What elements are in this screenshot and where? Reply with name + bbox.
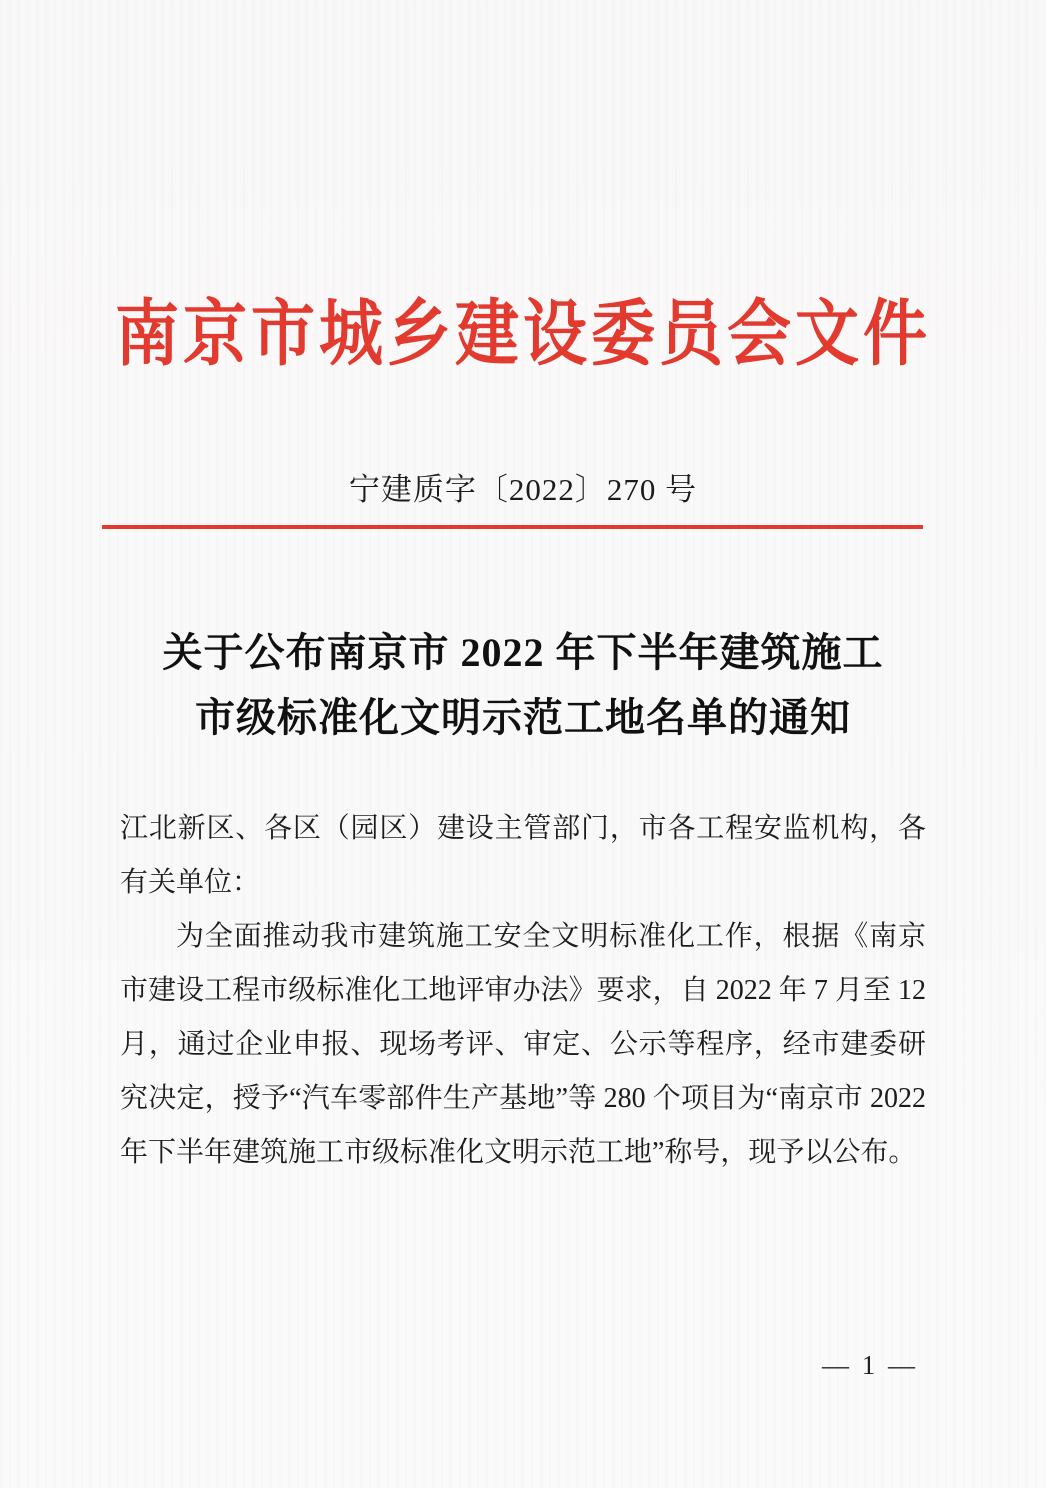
agency-header-title: 南京市城乡建设委员会文件 [115, 294, 931, 375]
document-number: 宁建质字〔2022〕270 号 [348, 472, 698, 507]
document-title-line1: 关于公布南京市 2022 年下半年建筑施工 [162, 630, 884, 675]
document-body [120, 802, 926, 1180]
red-divider-line [102, 525, 923, 529]
body-paragraph: 为全面推动我市建筑施工安全文明标准化工作，根据《南京市建设工程市级标准化工地评审办法》要求，自 2022 年 7 月至 12 月，通过企业申报、现场考评、审定、公示等程序，经市建委研究决定，授予“汽车零部件生产基地”等 280 个项目为“南京市 2022 年下半年建筑施工市级标准化文明示范工地”称号，现予以公布。 [120, 921, 926, 1168]
document-title [0, 620, 1046, 750]
page-number: — 1 — [822, 1350, 918, 1380]
document-title-line2: 市级标准化文明示范工地名单的通知 [195, 695, 851, 740]
salutation: 江北新区、各区（园区）建设主管部门，市各工程安监机构，各有关单位： [120, 813, 926, 898]
